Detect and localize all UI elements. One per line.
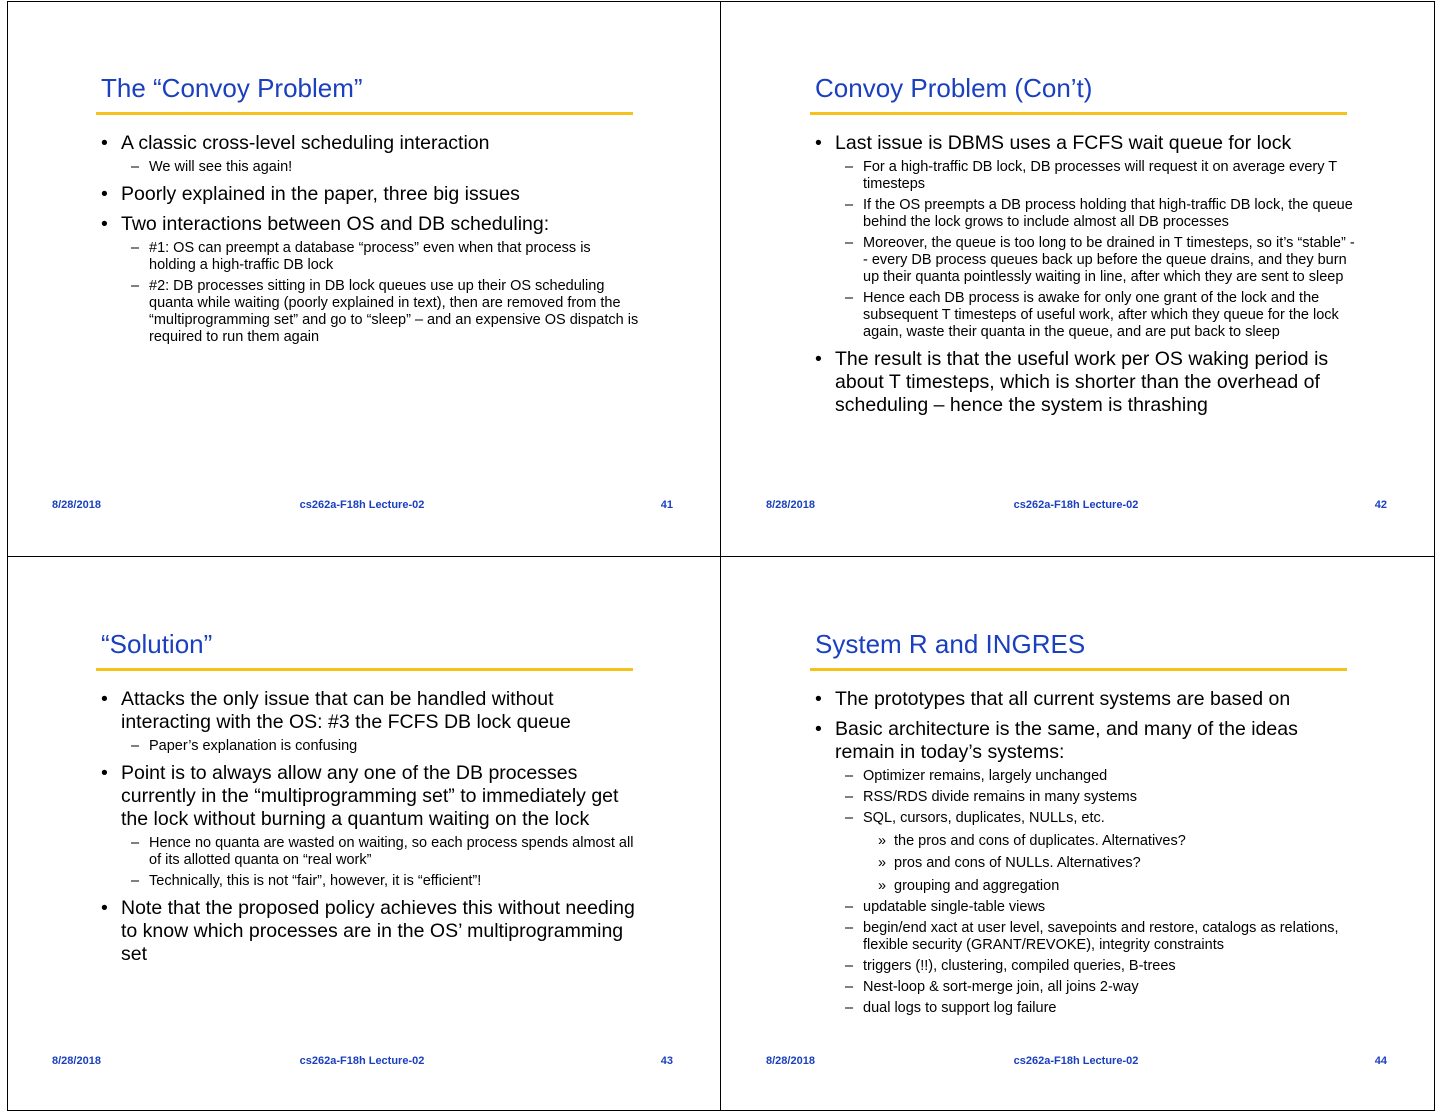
title-underline	[96, 112, 633, 115]
bullet-text: RSS/RDS divide remains in many systems	[863, 789, 1137, 805]
bullet-item-level-2	[815, 235, 1355, 286]
title-underline	[810, 668, 1347, 671]
bullet-item-level-3	[815, 855, 1355, 872]
bullet-text: triggers (!!), clustering, compiled queries, B-trees	[863, 957, 1176, 974]
title-underline	[96, 668, 633, 671]
slide-body	[101, 681, 641, 966]
footer-date: 8/28/2018	[766, 1055, 815, 1067]
footer-course: cs262a-F18h Lecture-02	[1013, 1055, 1139, 1067]
bullet-item-level-2	[815, 920, 1355, 954]
bullet-text: Paper’s explanation is confusing	[149, 738, 358, 754]
bullet-item-level-3	[815, 878, 1355, 895]
footer-date: 8/28/2018	[52, 499, 101, 511]
bullet-text: For a high-traffic DB lock, DB processes will request it on average every T timesteps	[863, 159, 1337, 192]
bullet-text: Last issue is DBMS uses a FCFS wait queue for lock	[835, 132, 1292, 154]
bullet-item-level-1	[815, 132, 1355, 155]
slide-41	[7, 1, 720, 555]
footer-page-number: 41	[660, 499, 673, 511]
bullet-text: begin/end xact at user level, savepoints and restore, catalogs as relations, flexible security (GRANT/REVOKE), integrity constraints	[863, 919, 1339, 953]
bullet-item-level-1	[101, 183, 641, 206]
bullet-text: Moreover, the queue is too long to be drained in T timesteps, so it’s “stable” -- every DB process queues back up before the queue drains, and they burn up their quanta pointlessly waiting in line, after which they are sent to sleep	[863, 235, 1355, 285]
bullet-item-level-1	[101, 132, 641, 155]
dash-icon: –	[845, 768, 854, 784]
dash-icon: –	[845, 898, 854, 915]
bullet-icon: •	[815, 348, 822, 370]
bullet-item-level-2	[815, 768, 1355, 785]
bullet-text: dual logs to support log failure	[863, 999, 1057, 1016]
bullet-text: Attacks the only issue that can be handled without interacting with the OS: #3 the FCFS DB lock queue	[121, 688, 571, 733]
bullet-text: Note that the proposed policy achieves this without needing to know which processes are in the OS’ multiprogramming set	[121, 897, 635, 965]
dash-icon: –	[845, 159, 854, 175]
bullet-text: Two interactions between OS and DB scheduling:	[121, 213, 550, 235]
bullet-item-level-3	[815, 833, 1355, 850]
bullet-item-level-1	[101, 897, 641, 966]
slide-43	[7, 557, 720, 1111]
bullet-item-level-2	[815, 958, 1355, 975]
bullet-item-level-2	[815, 899, 1355, 916]
bullet-item-level-2	[101, 835, 641, 869]
dash-icon: –	[131, 835, 140, 851]
slide-title: “Solution”	[101, 629, 213, 659]
bullet-item-level-2	[815, 290, 1355, 341]
bullet-text: Basic architecture is the same, and many of the ideas remain in today’s systems:	[835, 718, 1298, 763]
bullet-text: Hence each DB process is awake for only one grant of the lock and the subsequent T timesteps of useful work, after which they queue for the lock again, waste their quanta in the queue, and are put back to sleep	[863, 290, 1339, 340]
bullet-item-level-2	[815, 789, 1355, 806]
bullet-text: We will see this again!	[149, 159, 293, 175]
bullet-text: The result is that the useful work per OS waking period is about T timesteps, which is shorter than the overhead of scheduling – hence the system is thrashing	[835, 348, 1329, 416]
dash-icon: –	[845, 810, 854, 826]
bullet-item-level-2	[101, 159, 641, 176]
dash-icon: –	[131, 738, 140, 754]
bullet-icon: •	[815, 132, 822, 154]
bullet-item-level-2	[815, 197, 1355, 231]
slide-body	[815, 681, 1355, 1017]
slide-title: Convoy Problem (Con’t)	[815, 73, 1093, 103]
bullet-item-level-2	[815, 979, 1355, 996]
bullet-text: The prototypes that all current systems are based on	[835, 688, 1291, 710]
dash-icon: –	[131, 873, 140, 889]
bullet-item-level-1	[815, 688, 1355, 711]
bullet-item-level-2	[101, 738, 641, 755]
bullet-item-level-2	[815, 1000, 1355, 1017]
dash-icon: –	[131, 240, 140, 256]
bullet-icon: •	[101, 688, 108, 710]
bullet-item-level-2	[815, 159, 1355, 193]
bullet-text: #2: DB processes sitting in DB lock queues use up their OS scheduling quanta while waiting (poorly explained in text), then are removed from the “multiprogramming set” and go to “sleep” – and an expensive OS dispatch is required to run them again	[149, 278, 639, 345]
footer-page-number: 42	[1374, 499, 1387, 511]
footer-course: cs262a-F18h Lecture-02	[1013, 499, 1139, 511]
bullet-text: grouping and aggregation	[894, 877, 1060, 894]
slide-42	[721, 1, 1434, 555]
slide-body	[101, 125, 641, 346]
bullet-text: #1: OS can preempt a database “process” even when that process is holding a high-traffic DB lock	[149, 240, 591, 273]
chevron-bullet-icon: »	[878, 832, 887, 849]
bullet-item-level-2	[101, 240, 641, 274]
dash-icon: –	[131, 278, 140, 294]
slide-title: System R and INGRES	[815, 629, 1086, 659]
bullet-icon: •	[101, 132, 108, 154]
bullet-text: pros and cons of NULLs. Alternatives?	[894, 855, 1141, 871]
footer-page-number: 43	[660, 1055, 673, 1067]
bullet-icon: •	[101, 213, 108, 235]
dash-icon: –	[845, 789, 854, 805]
bullet-item-level-2	[101, 873, 641, 890]
bullet-text: A classic cross-level scheduling interaction	[121, 132, 490, 154]
bullet-icon: •	[101, 762, 108, 784]
bullet-item-level-1	[101, 213, 641, 236]
bullet-text: Optimizer remains, largely unchanged	[863, 768, 1108, 784]
title-underline	[810, 112, 1347, 115]
footer-course: cs262a-F18h Lecture-02	[299, 1055, 425, 1067]
bullet-text: SQL, cursors, duplicates, NULLs, etc.	[863, 810, 1105, 826]
dash-icon: –	[845, 919, 854, 936]
bullet-icon: •	[815, 718, 822, 740]
bullet-icon: •	[101, 897, 108, 919]
bullet-text: updatable single-table views	[863, 898, 1046, 915]
bullet-item-level-2	[101, 278, 641, 346]
bullet-text: Point is to always allow any one of the DB processes currently in the “multiprogramming set” to immediately get the lock without burning a quantum waiting on the lock	[121, 762, 619, 830]
bullet-item-level-1	[815, 348, 1355, 417]
slide-44	[721, 557, 1434, 1111]
footer-page-number: 44	[1374, 1055, 1387, 1067]
bullet-icon: •	[101, 183, 108, 205]
chevron-bullet-icon: »	[878, 877, 887, 894]
bullet-item-level-1	[815, 718, 1355, 764]
bullet-text: the pros and cons of duplicates. Alternatives?	[894, 832, 1186, 849]
dash-icon: –	[845, 235, 854, 251]
bullet-text: Hence no quanta are wasted on waiting, so each process spends almost all of its allotted quanta on “real work”	[149, 835, 634, 868]
dash-icon: –	[131, 159, 140, 175]
bullet-text: If the OS preempts a DB process holding that high-traffic DB lock, the queue behind the lock grows to include almost all DB processes	[863, 197, 1353, 230]
slide-title: The “Convoy Problem”	[101, 73, 363, 103]
bullet-icon: •	[815, 688, 822, 710]
chevron-bullet-icon: »	[878, 855, 887, 871]
dash-icon: –	[845, 957, 854, 974]
footer-date: 8/28/2018	[766, 499, 815, 511]
bullet-text: Nest-loop & sort-merge join, all joins 2-way	[863, 978, 1139, 995]
bullet-item-level-1	[101, 762, 641, 831]
bullet-item-level-2	[815, 810, 1355, 827]
slide-body	[815, 125, 1355, 417]
dash-icon: –	[845, 978, 854, 995]
dash-icon: –	[845, 999, 854, 1016]
footer-date: 8/28/2018	[52, 1055, 101, 1067]
bullet-text: Technically, this is not “fair”, however, it is “efficient”!	[149, 873, 482, 889]
dash-icon: –	[845, 197, 854, 213]
bullet-text: Poorly explained in the paper, three big issues	[121, 183, 520, 205]
footer-course: cs262a-F18h Lecture-02	[299, 499, 425, 511]
bullet-item-level-1	[101, 688, 641, 734]
dash-icon: –	[845, 290, 854, 306]
